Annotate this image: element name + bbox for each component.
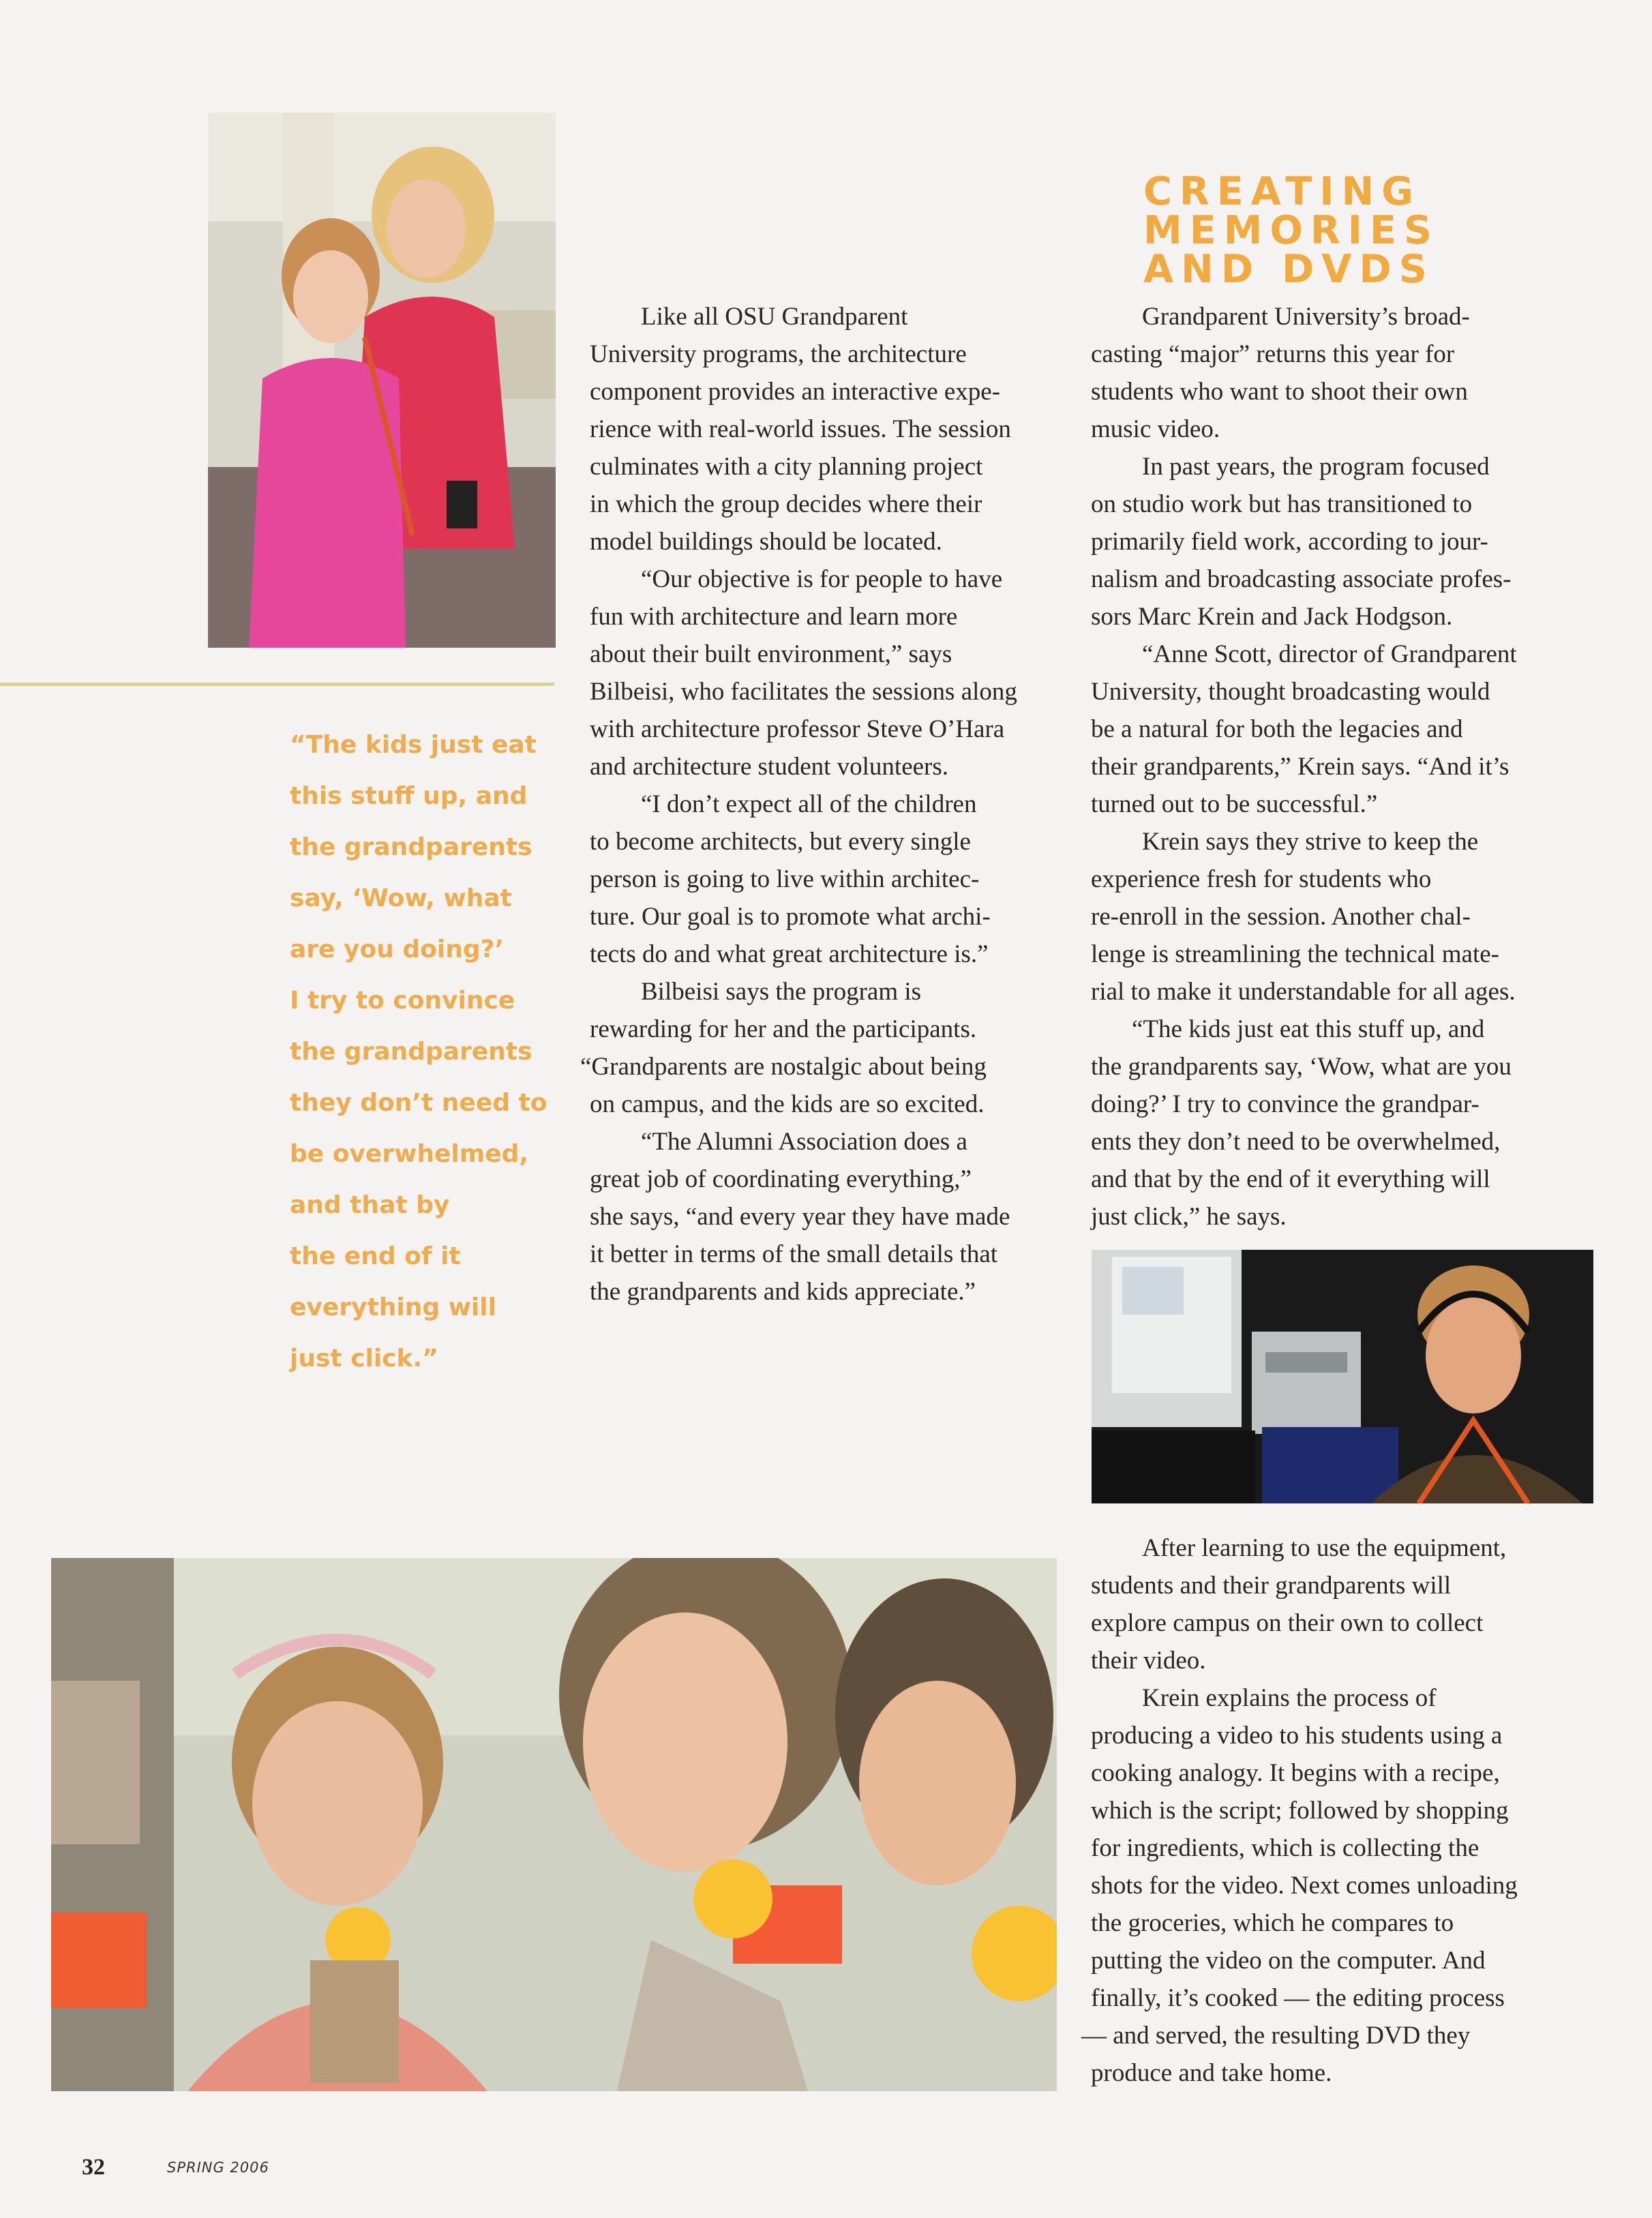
text-line: their video. <box>1091 1647 1206 1675</box>
text-line: culminates with a city planning project <box>590 453 983 481</box>
text-line: students who want to shoot their own <box>1091 378 1468 406</box>
body-column-right-lower <box>1081 1529 1568 2092</box>
text-line: in which the group decides where their <box>590 490 982 518</box>
text-line: with architecture professor Steve O’Hara <box>590 715 1005 743</box>
text-line: turned out to be successful.” <box>1091 790 1378 818</box>
text-line: rience with real-world issues. The session <box>590 415 1011 443</box>
text-line: on studio work but has transitioned to <box>1091 490 1473 518</box>
text-line: about their built environment,” says <box>590 640 952 668</box>
text-line: Grandparent University’s broad- <box>1142 303 1470 331</box>
body-column-middle <box>580 298 1067 1310</box>
text-line: tects do and what great architecture is.” <box>590 940 989 968</box>
page-number: 32 <box>82 2155 105 2180</box>
text-line: “The kids just eat this stuff up, and <box>1132 1015 1485 1043</box>
text-line: sors Marc Krein and Jack Hodgson. <box>1091 603 1453 631</box>
heading-line: AND DVDS <box>1143 247 1435 292</box>
pull-quote <box>290 719 562 1384</box>
text-line: it better in terms of the small details that <box>590 1240 998 1268</box>
text-line: just click,” he says. <box>1091 1203 1287 1231</box>
pull-quote-line: and that by <box>290 1191 450 1219</box>
text-line: the groceries, which he compares to <box>1091 1909 1454 1937</box>
text-line: — and served, the resulting DVD they <box>1081 2022 1471 2050</box>
text-line: Bilbeisi says the program is <box>641 978 922 1006</box>
text-line: model buildings should be located. <box>590 528 942 556</box>
text-line: Bilbeisi, who facilitates the sessions along <box>590 678 1017 706</box>
text-line: finally, it’s cooked — the editing process <box>1091 1984 1505 2012</box>
text-line: ture. Our goal is to promote what archi- <box>590 903 991 931</box>
text-line: and architecture student volunteers. <box>590 753 949 781</box>
pull-quote-line: “The kids just eat <box>290 731 537 759</box>
pull-quote-line: the grandparents <box>290 833 532 861</box>
text-line: component provides an interactive expe- <box>590 378 1001 406</box>
text-line: putting the video on the computer. And <box>1091 1947 1486 1975</box>
text-line: which is the script; followed by shopping <box>1091 1797 1509 1825</box>
text-line: experience fresh for students who <box>1091 865 1432 893</box>
section-heading <box>1143 169 1439 292</box>
text-line: she says, “and every year they have made <box>590 1203 1010 1231</box>
text-line: “Grandparents are nostalgic about being <box>580 1053 987 1081</box>
text-line: producing a video to his students using a <box>1091 1722 1503 1750</box>
text-line: rewarding for her and the participants. <box>590 1015 977 1043</box>
text-line: the grandparents say, ‘Wow, what are you <box>1091 1053 1512 1081</box>
text-line: lenge is streamlining the technical mate- <box>1091 940 1499 968</box>
issue-label: SPRING 2006 <box>167 2159 269 2176</box>
text-line: on campus, and the kids are so excited. <box>590 1090 985 1118</box>
text-line: “I don’t expect all of the children <box>641 790 977 818</box>
text-line: University, thought broadcasting would <box>1091 678 1490 706</box>
text-line: music video. <box>1091 415 1220 443</box>
body-column-right <box>1091 298 1568 1235</box>
text-line: be a natural for both the legacies and <box>1091 715 1463 743</box>
text-line: produce and take home. <box>1091 2059 1332 2087</box>
text-line: person is going to live within architec- <box>590 865 980 893</box>
text-line: the grandparents and kids appreciate.” <box>590 1278 976 1306</box>
text-line: their grandparents,” Krein says. “And it’s <box>1091 753 1510 781</box>
text-line: and that by the end of it everything will <box>1091 1165 1490 1193</box>
text-line: nalism and broadcasting associate profes- <box>1091 565 1512 593</box>
text-line: University programs, the architecture <box>590 340 967 368</box>
text-line: students and their grandparents will <box>1091 1572 1452 1600</box>
heading-line: MEMORIES <box>1143 208 1439 253</box>
text-line: Krein explains the process of <box>1142 1684 1437 1712</box>
text-line: rial to make it understandable for all ages. <box>1091 978 1516 1006</box>
text-line: fun with architecture and learn more <box>590 603 958 631</box>
divider-rule <box>0 683 554 686</box>
text-line: ents they don’t need to be overwhelmed, <box>1091 1128 1501 1156</box>
text-line: Like all OSU Grandparent <box>641 303 908 331</box>
text-line: After learning to use the equipment, <box>1142 1534 1507 1562</box>
text-line: “The Alumni Association does a <box>641 1128 967 1156</box>
pull-quote-line: the end of it <box>290 1242 461 1270</box>
text-line: to become architects, but every single <box>590 828 971 856</box>
pull-quote-line: everything will <box>290 1293 496 1321</box>
pull-quote-line: just click.” <box>290 1345 438 1373</box>
photo-girl-and-grandmother <box>208 113 556 648</box>
pull-quote-line: say, ‘Wow, what <box>290 884 512 912</box>
pull-quote-line: are you doing?’ <box>290 935 505 963</box>
text-line: doing?’ I try to convince the grandpar- <box>1091 1090 1480 1118</box>
text-line: shots for the video. Next comes unloading <box>1091 1872 1518 1900</box>
heading-line: CREATING <box>1143 169 1421 214</box>
text-line: primarily field work, according to jour- <box>1091 528 1488 556</box>
text-line: for ingredients, which is collecting the <box>1091 1834 1480 1862</box>
text-line: re-enroll in the session. Another chal- <box>1091 903 1471 931</box>
text-line: “Our objective is for people to have <box>641 565 1003 593</box>
photo-boy-with-headset <box>1092 1250 1593 1503</box>
text-line: “Anne Scott, director of Grandparent <box>1142 640 1517 668</box>
pull-quote-line: they don’t need to <box>290 1089 547 1117</box>
text-line: cooking analogy. It begins with a recipe, <box>1091 1759 1500 1787</box>
photo-kids-with-models <box>51 1558 1057 2091</box>
pull-quote-line: the grandparents <box>290 1038 532 1066</box>
text-line: Krein says they strive to keep the <box>1142 828 1479 856</box>
text-line: casting “major” returns this year for <box>1091 340 1455 368</box>
text-line: great job of coordinating everything,” <box>590 1165 972 1193</box>
pull-quote-line: be overwhelmed, <box>290 1140 529 1168</box>
text-line: In past years, the program focused <box>1142 453 1490 481</box>
text-line: explore campus on their own to collect <box>1091 1609 1484 1637</box>
pull-quote-line: this stuff up, and <box>290 782 528 810</box>
pull-quote-line: I try to convince <box>290 987 515 1015</box>
